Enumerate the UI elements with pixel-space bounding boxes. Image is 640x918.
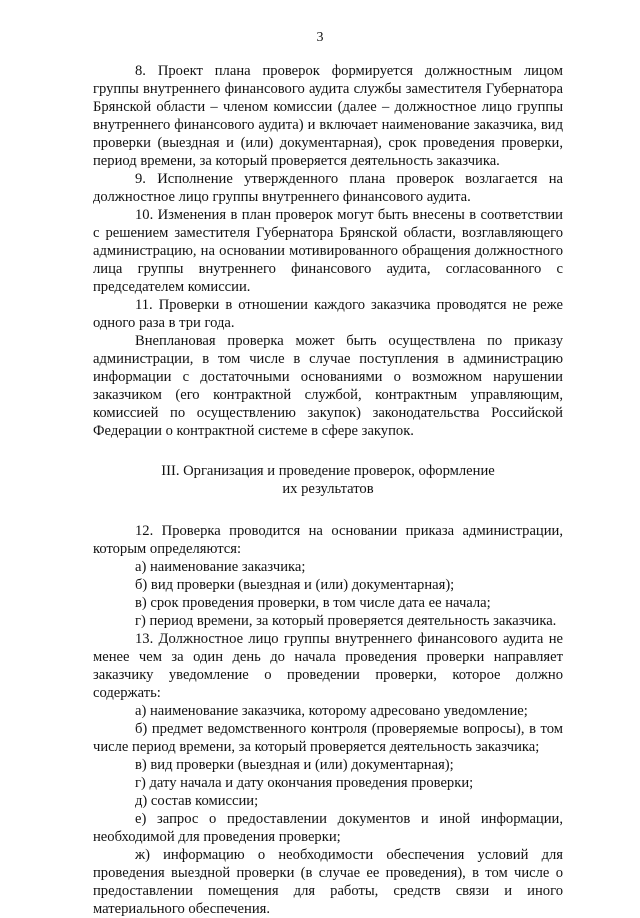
list-item-13a: а) наименование заказчика, которому адресовано уведомление;	[135, 703, 528, 719]
list-item-12d: г) период времени, за который проверяется деятельность заказчика.	[135, 613, 557, 629]
paragraph-12: 12. Проверка проводится на основании приказа администрации, которым определяются:	[93, 523, 563, 557]
paragraph-unscheduled-inspection: Внеплановая проверка может быть осуществлена по приказу администрации, в том числе в случае поступления в администрацию информации с достаточными основаниями о возможном нарушении заказчиком (его контрактной службой, контрактным управляющим, комиссией по осуществлению закупок) законодательства Российской Федерации о контрактной системе в сфере закупок.	[93, 333, 563, 439]
list-item-13f: е) запрос о предоставлении документов и иной информации, необходимой для проведения проверки;	[93, 811, 563, 845]
section-heading-line-2: их результатов	[282, 481, 374, 497]
list-item-13b: б) предмет ведомственного контроля (проверяемые вопросы), в том числе период времени, за который проверяется деятельность заказчика;	[93, 721, 563, 755]
section-heading	[93, 462, 563, 498]
list-item-12c: в) срок проведения проверки, в том числе дата ее начала;	[135, 595, 491, 611]
list-item-12b: б) вид проверки (выездная и (или) документарная);	[135, 577, 455, 593]
paragraph-13: 13. Должностное лицо группы внутреннего финансового аудита не менее чем за один день до начала проведения проверки направляет заказчику уведомление о проведении проверки, которое должно содержать:	[93, 631, 563, 701]
paragraph-11: 11. Проверки в отношении каждого заказчика проводятся не реже одного раза в три года.	[93, 297, 563, 331]
section-heading-line-1: III. Организация и проведение проверок, оформление	[161, 463, 495, 479]
paragraph-8: 8. Проект плана проверок формируется должностным лицом группы внутреннего финансового аудита службы заместителя Губернатора Брянской области – членом комиссии (далее – должностное лицо группы внутреннего финансового аудита) и включает наименование заказчика, вид проверки (выездная и (или) документарная), срок проведения проверки, период времени, за который проверяется деятельность заказчика.	[93, 63, 563, 169]
list-item-13d: г) дату начала и дату окончания проведения проверки;	[135, 775, 474, 791]
list-item-12a: а) наименование заказчика;	[135, 559, 306, 575]
list-item-13e: д) состав комиссии;	[135, 793, 259, 809]
paragraph-10: 10. Изменения в план проверок могут быть внесены в соответствии с решением заместителя Губернатора Брянской области, возглавляющего администрацию, на основании мотивированного обращения должностного лица группы внутреннего финансового аудита, согласованного с председателем комиссии.	[93, 207, 563, 295]
document-body	[93, 62, 563, 918]
page-number: 3	[316, 30, 324, 45]
list-item-13g: ж) информацию о необходимости обеспечения условий для проведения выездной проверки (в случае ее проведения), в том числе о предоставлении помещения для работы, средств связи и иного материального обеспечения.	[93, 847, 563, 917]
list-item-13c: в) вид проверки (выездная и (или) документарная);	[135, 757, 454, 773]
paragraph-9: 9. Исполнение утвержденного плана проверок возлагается на должностное лицо группы внутреннего финансового аудита.	[93, 171, 563, 205]
